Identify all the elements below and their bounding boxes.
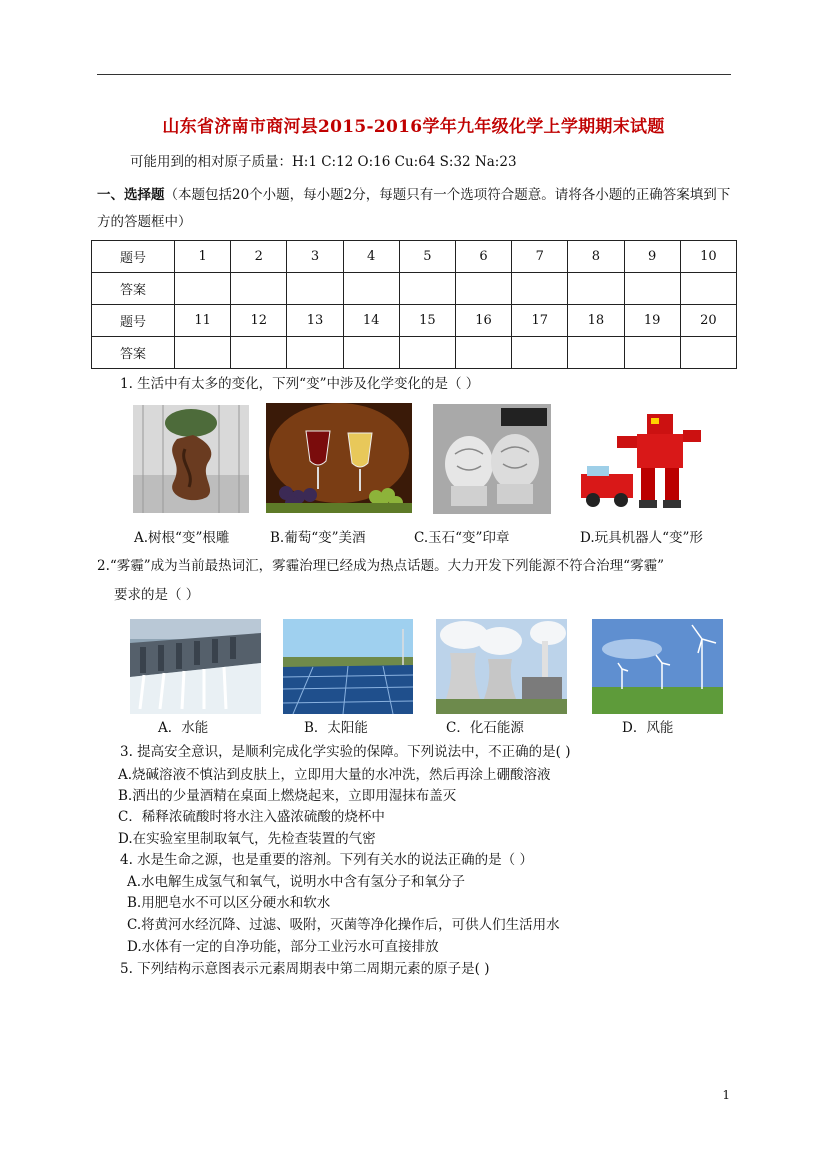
question-number: 3 [287,241,343,273]
answer-cell[interactable] [568,337,624,369]
hydropower-dam-image [130,619,261,714]
question-number: 10 [680,241,736,273]
toy-robot-image [577,404,707,514]
q2-option-c: C．化石能源 [446,720,524,736]
answer-cell[interactable] [568,273,624,305]
answer-cell[interactable] [512,337,568,369]
row-label: 题号 [92,241,175,273]
q1-option-d: D.玩具机器人“变”形 [580,530,703,546]
answer-cell[interactable] [287,337,343,369]
answer-cell[interactable] [231,273,287,305]
q2-stem-line2: 要求的是（ ） [114,587,200,603]
question-number: 14 [343,305,399,337]
question-number: 18 [568,305,624,337]
question-number: 8 [568,241,624,273]
answer-cell[interactable] [399,337,455,369]
q3-option-d: D.在实验室里制取氧气，先检查装置的气密 [118,831,376,847]
q2-option-d: D．风能 [622,720,674,736]
answer-cell[interactable] [512,273,568,305]
q4-option-a: A.水电解生成氢气和氧气，说明水中含有氢分子和氧分子 [127,874,466,890]
q3-stem: 3. 提高安全意识，是顺利完成化学实验的保障。下列说法中，不正确的是( ) [120,744,571,760]
answer-cell[interactable] [624,337,680,369]
question-number: 9 [624,241,680,273]
q4-option-c: C.将黄河水经沉降、过滤、吸附，灭菌等净化操作后，可供人们生活用水 [127,917,560,933]
answer-cell[interactable] [231,337,287,369]
answer-grid-number-row [92,241,737,273]
question-number: 5 [399,241,455,273]
answer-grid [91,240,737,369]
wind-turbine-image [592,619,723,714]
q4-option-d: D.水体有一定的自净功能，部分工业污水可直接排放 [127,939,439,955]
answer-cell[interactable] [175,337,231,369]
section1-intro [97,182,737,236]
question-number: 12 [231,305,287,337]
q1-option-a: A.树根“变”根雕 [134,530,230,546]
answer-cell[interactable] [455,273,511,305]
answer-cell[interactable] [680,273,736,305]
jade-seal-image [433,404,551,514]
answer-cell[interactable] [399,273,455,305]
page-number: 1 [722,1088,730,1102]
answer-cell[interactable] [175,273,231,305]
header-rule [97,74,731,75]
question-number: 13 [287,305,343,337]
question-number: 16 [455,305,511,337]
section1-heading: 一、选择题 [97,187,165,203]
q4-option-b: B.用肥皂水不可以区分硬水和软水 [127,895,331,911]
question-number: 20 [680,305,736,337]
fossil-power-plant-image [436,619,567,714]
answer-grid-number-row [92,305,737,337]
page-title: 山东省济南市商河县2015-2016学年九年级化学上学期期末试题 [162,117,665,137]
question-number: 7 [512,241,568,273]
answer-cell[interactable] [287,273,343,305]
question-number: 17 [512,305,568,337]
q2-option-b: B．太阳能 [304,720,368,736]
q5-stem: 5. 下列结构示意图表示元素周期表中第二周期元素的原子是( ) [120,961,490,977]
answer-grid-answer-row [92,337,737,369]
q1-stem: 1. 生活中有太多的变化，下列“变”中涉及化学变化的是（ ） [120,376,480,392]
answer-cell[interactable] [624,273,680,305]
answer-cell[interactable] [455,337,511,369]
row-label: 题号 [92,305,175,337]
question-number: 15 [399,305,455,337]
solar-panel-image [283,619,413,714]
answer-cell[interactable] [343,273,399,305]
section1-instructions: （本题包括20个小题，每小题2分，每题只有一个选项符合题意。请将各小题的正确答案填到下方的答题框中） [97,187,731,230]
answer-cell[interactable] [680,337,736,369]
question-number: 1 [175,241,231,273]
q2-stem-line1: 2.“雾霾”成为当前最热词汇，雾霾治理已经成为热点话题。大力开发下列能源不符合治理“雾霾” [97,558,664,574]
q2-option-a: A．水能 [158,720,209,736]
q3-option-a: A.烧碱溶液不慎沾到皮肤上，立即用大量的水冲洗，然后再涂上硼酸溶液 [118,767,551,783]
row-label: 答案 [92,337,175,369]
tree-root-carving-image [133,405,249,513]
question-number: 6 [455,241,511,273]
q3-option-c: C．稀释浓硫酸时将水注入盛浓硫酸的烧杯中 [118,809,385,825]
question-number: 11 [175,305,231,337]
q4-stem: 4. 水是生命之源，也是重要的溶剂。下列有关水的说法正确的是（ ） [120,852,533,868]
row-label: 答案 [92,273,175,305]
atomic-masses: 可能用到的相对原子质量：H:1 C:12 O:16 Cu:64 S:32 Na:23 [130,154,517,170]
grapes-wine-image [266,403,412,513]
question-number: 4 [343,241,399,273]
question-number: 2 [231,241,287,273]
q1-option-b: B.葡萄“变”美酒 [270,530,366,546]
q1-option-c: C.玉石“变”印章 [414,530,510,546]
answer-cell[interactable] [343,337,399,369]
answer-grid-answer-row [92,273,737,305]
question-number: 19 [624,305,680,337]
q3-option-b: B.洒出的少量酒精在桌面上燃烧起来，立即用湿抹布盖灭 [118,788,457,804]
